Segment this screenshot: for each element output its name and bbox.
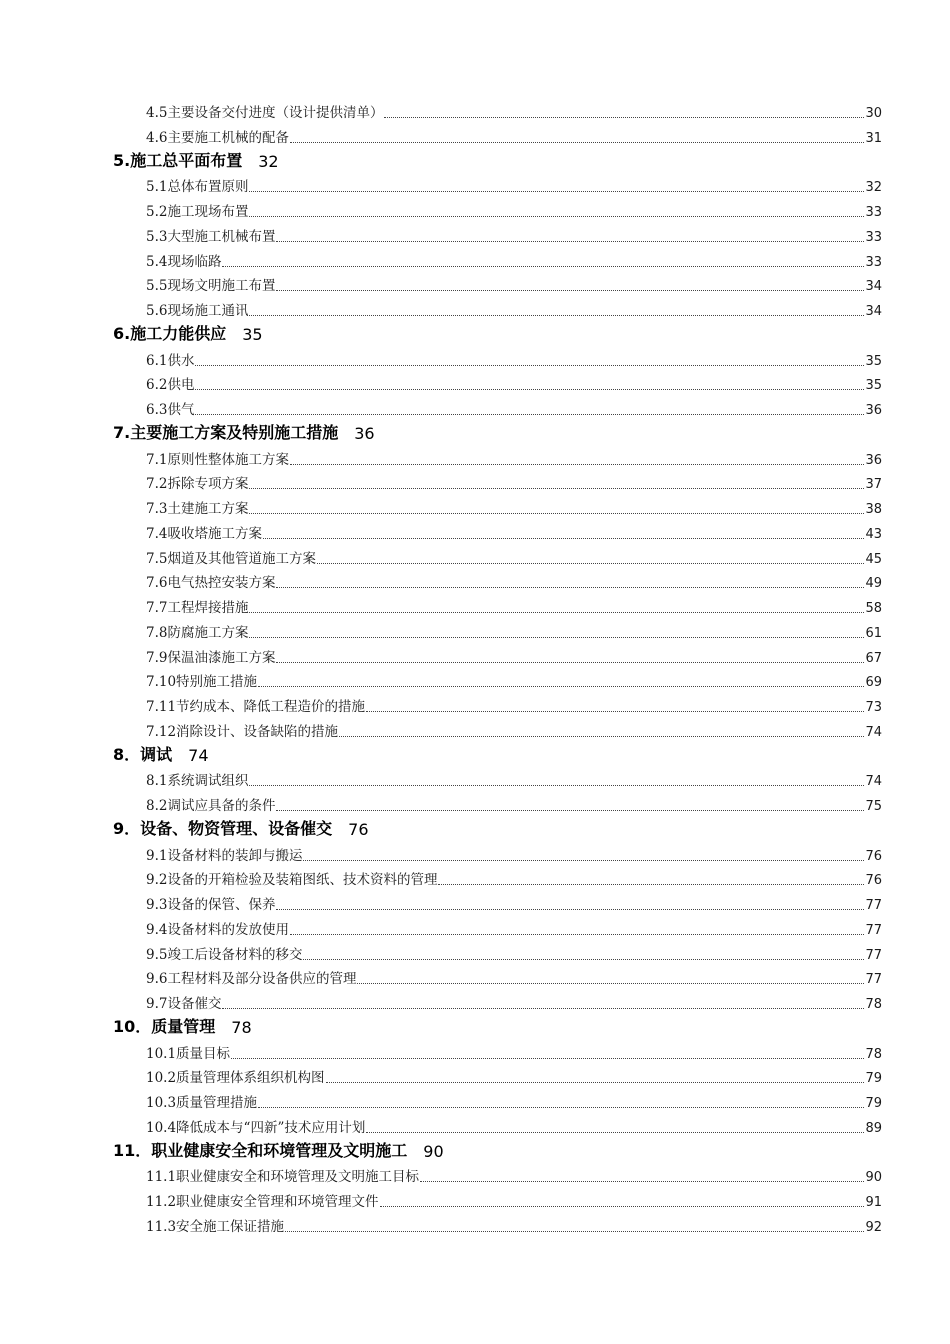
toc-entry-title: 8．调试	[113, 744, 173, 764]
toc-entry[interactable]	[146, 1163, 882, 1185]
dot-leader	[384, 116, 864, 118]
toc-section-heading[interactable]	[113, 1015, 252, 1037]
toc-entry-title: 7.4吸收塔施工方案	[146, 525, 262, 542]
toc-entry-title: 8.2调试应具备的条件	[146, 798, 276, 814]
toc-page-number: 34	[865, 304, 882, 319]
toc-entry[interactable]	[146, 1114, 882, 1136]
toc-page-number: 35	[865, 353, 882, 369]
toc-page-number: 79	[865, 1096, 882, 1111]
dot-leader	[366, 710, 864, 712]
toc-page-number: 69	[865, 675, 882, 691]
toc-entry[interactable]	[146, 223, 882, 245]
toc-page-number: 61	[865, 625, 882, 641]
dot-leader	[290, 933, 864, 935]
toc-entry-title: 4.6主要施工机械的配备	[146, 129, 289, 146]
dot-leader	[290, 463, 864, 465]
dot-leader	[263, 537, 864, 539]
toc-entry[interactable]	[146, 495, 882, 517]
toc-page-number: 32	[865, 180, 882, 196]
toc-entry-title: 7.5烟道及其他管道施工方案	[146, 550, 316, 567]
toc-entry-title: 10.1质量目标	[146, 1045, 231, 1062]
dot-leader	[249, 636, 864, 638]
toc-page-number: 79	[865, 1071, 882, 1087]
toc-page-number: 36	[865, 403, 882, 418]
toc-page-number: 78	[865, 997, 882, 1012]
toc-entry-title: 5.3大型施工机械布置	[146, 228, 276, 245]
toc-page-number: 30	[865, 106, 882, 121]
toc-page-number: 76	[865, 848, 882, 864]
toc-entry[interactable]	[146, 792, 882, 814]
toc-page-number: 77	[865, 947, 882, 963]
toc-entry-title: 7.1原则性整体施工方案	[146, 451, 289, 468]
toc-entry-title: 7.12消除设计、设备缺陷的措施	[146, 723, 339, 740]
toc-page-number: 74	[865, 774, 882, 790]
toc-page-number: 36	[354, 423, 375, 443]
toc-page-number: 75	[865, 799, 882, 814]
dot-leader	[249, 190, 864, 192]
toc-entry-title: 7.6电气热控安装方案	[146, 575, 276, 592]
toc-entry-title: 5.1总体布置原则	[146, 179, 249, 196]
toc-entry-title: 7.11节约成本、降低工程造价的措施	[146, 699, 366, 715]
toc-page-number: 43	[865, 526, 882, 542]
dot-leader	[317, 562, 864, 564]
dot-leader	[276, 809, 864, 811]
dot-leader	[231, 1057, 864, 1059]
dot-leader	[195, 388, 864, 390]
toc-entry[interactable]	[146, 1213, 882, 1235]
toc-section-heading[interactable]	[113, 1139, 444, 1161]
dot-leader	[249, 314, 864, 316]
toc-entry[interactable]	[146, 569, 882, 591]
toc-page-number: 78	[231, 1017, 252, 1037]
toc-entry-title: 9.3设备的保管、保养	[146, 897, 276, 913]
toc-entry[interactable]	[146, 198, 882, 220]
toc-entry-title: 10.2质量管理体系组织机构图	[146, 1070, 325, 1087]
toc-entry[interactable]	[146, 668, 882, 690]
toc-page-number: 90	[865, 1170, 882, 1186]
toc-page-number: 74	[865, 724, 882, 740]
dot-leader	[326, 1081, 865, 1083]
toc-entry-title: 6.施工力能供应	[113, 323, 227, 343]
toc-entry[interactable]	[146, 124, 882, 146]
toc-entry[interactable]	[146, 718, 882, 740]
toc-entry-title: 11.3安全施工保证措施	[146, 1218, 285, 1235]
toc-entry-title: 9.1设备材料的装卸与搬运	[146, 847, 303, 864]
dot-leader	[222, 1007, 864, 1009]
toc-entry-title: 7.10特别施工措施	[146, 674, 258, 691]
dot-leader	[303, 859, 864, 861]
toc-entry-title: 11．职业健康安全和环境管理及文明施工	[113, 1140, 408, 1160]
toc-page-number: 74	[188, 745, 209, 765]
dot-leader	[276, 908, 864, 910]
toc-entry[interactable]	[146, 1040, 882, 1062]
toc-entry[interactable]	[146, 965, 882, 987]
toc-entry[interactable]	[146, 520, 882, 542]
toc-page-number: 34	[865, 279, 882, 295]
toc-entry-title: 9.5竣工后设备材料的移交	[146, 946, 303, 963]
dot-leader	[258, 685, 864, 687]
dot-leader	[276, 661, 864, 663]
toc-entry[interactable]	[146, 990, 882, 1012]
dot-leader	[285, 1230, 864, 1232]
toc-entry[interactable]	[146, 272, 882, 294]
toc-entry-title: 9.7设备催交	[146, 996, 222, 1012]
toc-entry[interactable]	[146, 1089, 882, 1111]
toc-entry[interactable]	[146, 470, 882, 492]
toc-entry[interactable]	[146, 545, 882, 567]
toc-section-heading[interactable]	[113, 322, 263, 344]
toc-page-number: 31	[865, 130, 882, 146]
toc-page-number: 37	[865, 477, 882, 493]
toc-entry-title: 5.6现场施工通讯	[146, 303, 249, 319]
toc-entry[interactable]	[146, 842, 882, 864]
toc-entry[interactable]	[146, 173, 882, 195]
toc-page-number: 92	[865, 1219, 882, 1235]
toc-entry-title: 7.7工程焊接措施	[146, 600, 249, 616]
dot-leader	[276, 289, 864, 291]
dot-leader	[339, 735, 864, 737]
toc-page-number: 67	[865, 650, 882, 666]
dot-leader	[276, 586, 864, 588]
toc-page-number: 78	[865, 1046, 882, 1062]
toc-entry-title: 11.2职业健康安全管理和环境管理文件	[146, 1194, 379, 1210]
toc-entry[interactable]	[146, 99, 882, 121]
dot-leader	[303, 958, 864, 960]
toc-entry[interactable]	[146, 693, 882, 715]
toc-page-number: 33	[865, 254, 882, 270]
dot-leader	[420, 1180, 864, 1182]
toc-page-number: 33	[865, 229, 882, 245]
toc-entry[interactable]	[146, 396, 882, 418]
toc-entry-title: 5.2施工现场布置	[146, 204, 249, 220]
toc-entry[interactable]	[146, 297, 882, 319]
toc-page-number: 35	[242, 324, 263, 344]
dot-leader	[290, 141, 864, 143]
toc-entry[interactable]	[146, 866, 882, 888]
toc-entry[interactable]	[146, 248, 882, 270]
toc-entry[interactable]	[146, 1064, 882, 1086]
toc-entry[interactable]	[146, 916, 882, 938]
toc-entry[interactable]	[146, 891, 882, 913]
toc-entry-title: 4.5主要设备交付进度（设计提供清单）	[146, 105, 384, 121]
toc-entry-title: 5.5现场文明施工布置	[146, 278, 276, 295]
toc-page-number: 45	[865, 551, 882, 567]
dot-leader	[195, 364, 864, 366]
toc-page-number: 32	[258, 151, 279, 171]
toc-entry[interactable]	[146, 347, 882, 369]
toc-section-heading[interactable]	[113, 149, 279, 171]
toc-entry[interactable]	[146, 594, 882, 616]
toc-entry[interactable]	[146, 941, 882, 963]
toc-entry-title: 6.1供水	[146, 352, 195, 369]
toc-page-number: 77	[865, 922, 882, 938]
dot-leader	[249, 487, 864, 489]
toc-entry-title: 6.3供气	[146, 402, 195, 418]
toc-section-heading[interactable]	[113, 817, 369, 839]
dot-leader	[438, 883, 864, 885]
dot-leader	[249, 784, 864, 786]
toc-entry-title: 7.2拆除专项方案	[146, 476, 249, 493]
toc-entry[interactable]	[146, 767, 882, 789]
toc-page-number: 35	[865, 378, 882, 394]
dot-leader	[249, 215, 864, 217]
dot-leader	[357, 982, 864, 984]
dot-leader	[249, 512, 864, 514]
toc-page-number: 76	[348, 819, 369, 839]
toc-entry-title: 5.施工总平面布置	[113, 150, 243, 170]
toc-page-number: 90	[423, 1141, 444, 1161]
toc-section-heading[interactable]	[113, 421, 375, 443]
toc-entry[interactable]	[146, 619, 882, 641]
toc-entry-title: 7.主要施工方案及特别施工措施	[113, 422, 339, 442]
toc-entry-title: 10．质量管理	[113, 1016, 216, 1036]
dot-leader	[380, 1205, 865, 1207]
dot-leader	[249, 611, 864, 613]
toc-entry-title: 7.9保温油漆施工方案	[146, 649, 276, 666]
toc-page-number: 76	[865, 873, 882, 889]
dot-leader	[276, 240, 864, 242]
toc-entry[interactable]	[146, 644, 882, 666]
toc-page-number: 49	[865, 576, 882, 592]
toc-entry-title: 9.4设备材料的发放使用	[146, 921, 289, 938]
toc-entry-title: 9.2设备的开箱检验及装箱图纸、技术资料的管理	[146, 872, 438, 889]
dot-leader	[222, 265, 864, 267]
toc-page-number: 77	[865, 898, 882, 913]
toc-entry-title: 11.1职业健康安全和环境管理及文明施工目标	[146, 1169, 420, 1186]
toc-page-number: 77	[865, 972, 882, 988]
toc-entry-title: 8.1系统调试组织	[146, 773, 249, 790]
toc-entry-title: 5.4现场临路	[146, 253, 222, 270]
toc-entry-title: 9．设备、物资管理、设备催交	[113, 818, 333, 838]
toc-entry-title: 7.3土建施工方案	[146, 501, 249, 517]
dot-leader	[195, 413, 864, 415]
toc-page-number: 36	[865, 452, 882, 468]
toc-entry[interactable]	[146, 446, 882, 468]
toc-entry[interactable]	[146, 371, 882, 393]
toc-entry-title: 10.3质量管理措施	[146, 1095, 258, 1111]
toc-section-heading[interactable]	[113, 743, 209, 765]
dot-leader	[366, 1131, 864, 1133]
toc-entry-title: 7.8防腐施工方案	[146, 624, 249, 641]
toc-page-number: 91	[865, 1195, 882, 1210]
toc-page-number: 33	[865, 205, 882, 220]
toc-entry-title: 6.2供电	[146, 377, 195, 394]
toc-page-number: 89	[865, 1120, 882, 1136]
toc-entry[interactable]	[146, 1188, 882, 1210]
toc-entry-title: 10.4降低成本与“四新”技术应用计划	[146, 1119, 366, 1136]
toc-page-number: 58	[865, 601, 882, 616]
dot-leader	[258, 1106, 864, 1108]
toc-page-number: 38	[865, 502, 882, 517]
toc-page-number: 73	[865, 700, 882, 715]
toc-entry-title: 9.6工程材料及部分设备供应的管理	[146, 971, 357, 988]
